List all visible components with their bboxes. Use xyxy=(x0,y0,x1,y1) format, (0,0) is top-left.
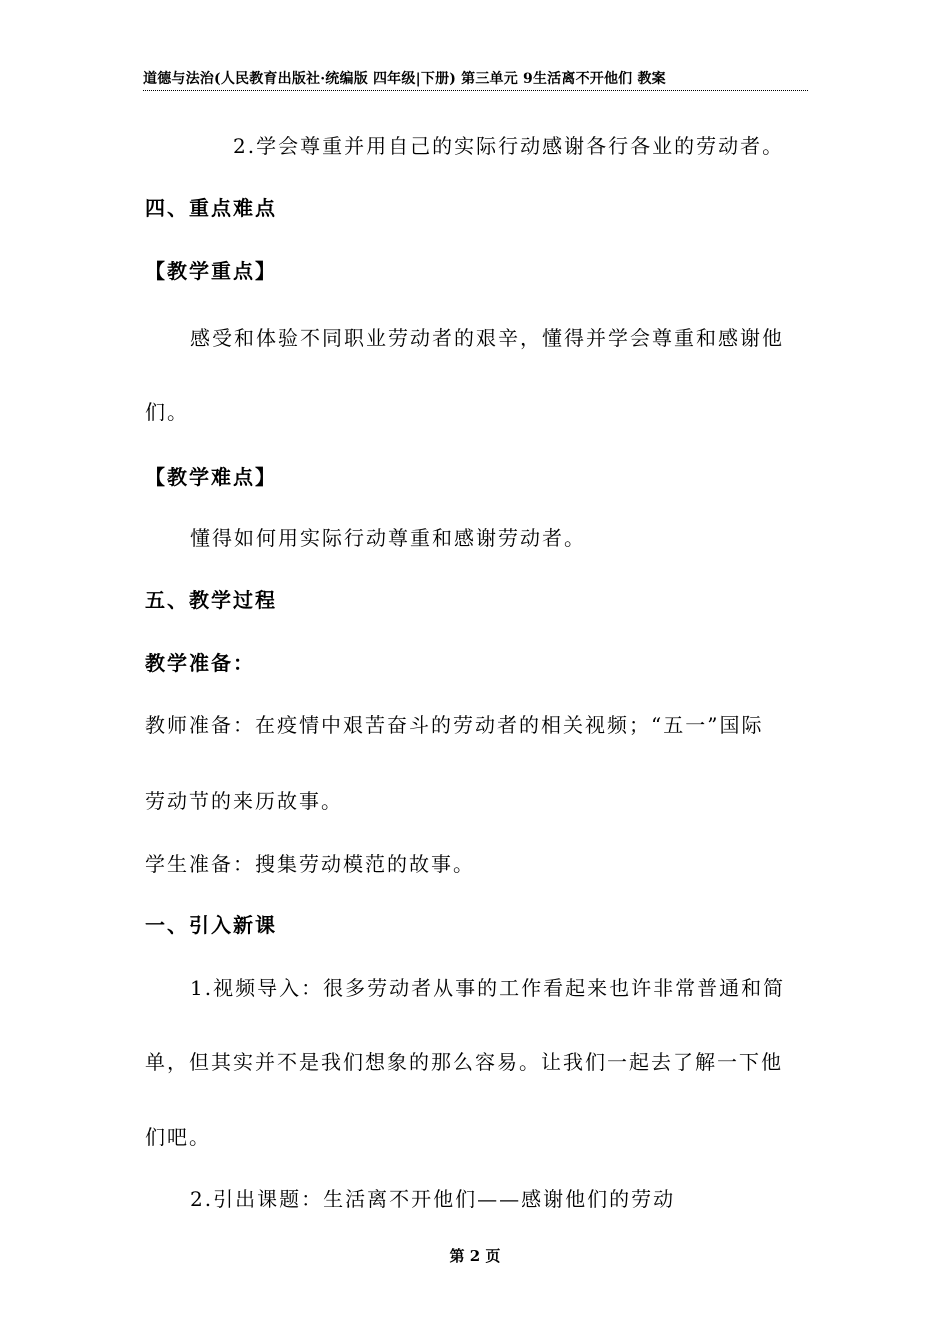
section-heading-key-points: 四、重点难点 xyxy=(145,196,277,220)
video-intro-line-1: 1.视频导入：很多劳动者从事的工作看起来也许非常普通和简 xyxy=(190,976,786,1000)
step-heading-intro: 一、引入新课 xyxy=(145,913,277,937)
student-prep: 学生准备：搜集劳动模范的故事。 xyxy=(145,852,475,876)
prep-label: 教学准备： xyxy=(145,651,255,675)
section-heading-process: 五、教学过程 xyxy=(145,588,277,612)
page-header: 道德与法治(人民教育出版社·统编版 四年级|下册) 第三单元 9生活离不开他们 教案 xyxy=(143,68,808,91)
key-point-text-line-1: 感受和体验不同职业劳动者的艰辛，懂得并学会尊重和感谢他 xyxy=(190,326,784,350)
teacher-prep-line-2: 劳动节的来历故事。 xyxy=(145,789,343,813)
page-number: 第 2 页 xyxy=(449,1247,501,1265)
key-point-text-line-2: 们。 xyxy=(145,400,189,424)
topic-intro: 2.引出课题：生活离不开他们——感谢他们的劳动 xyxy=(190,1187,676,1211)
teacher-prep-line-1: 教师准备：在疫情中艰苦奋斗的劳动者的相关视频；“五一”国际 xyxy=(145,713,764,737)
video-intro-line-3: 们吧。 xyxy=(145,1125,211,1149)
difficulty-text: 懂得如何用实际行动尊重和感谢劳动者。 xyxy=(190,526,586,550)
video-intro-line-2: 单，但其实并不是我们想象的那么容易。让我们一起去了解一下他 xyxy=(145,1050,783,1074)
goal-item-2: 2.学会尊重并用自己的实际行动感谢各行各业的劳动者。 xyxy=(233,134,785,158)
key-point-label: 【教学重点】 xyxy=(145,259,277,283)
difficulty-label: 【教学难点】 xyxy=(145,465,277,489)
